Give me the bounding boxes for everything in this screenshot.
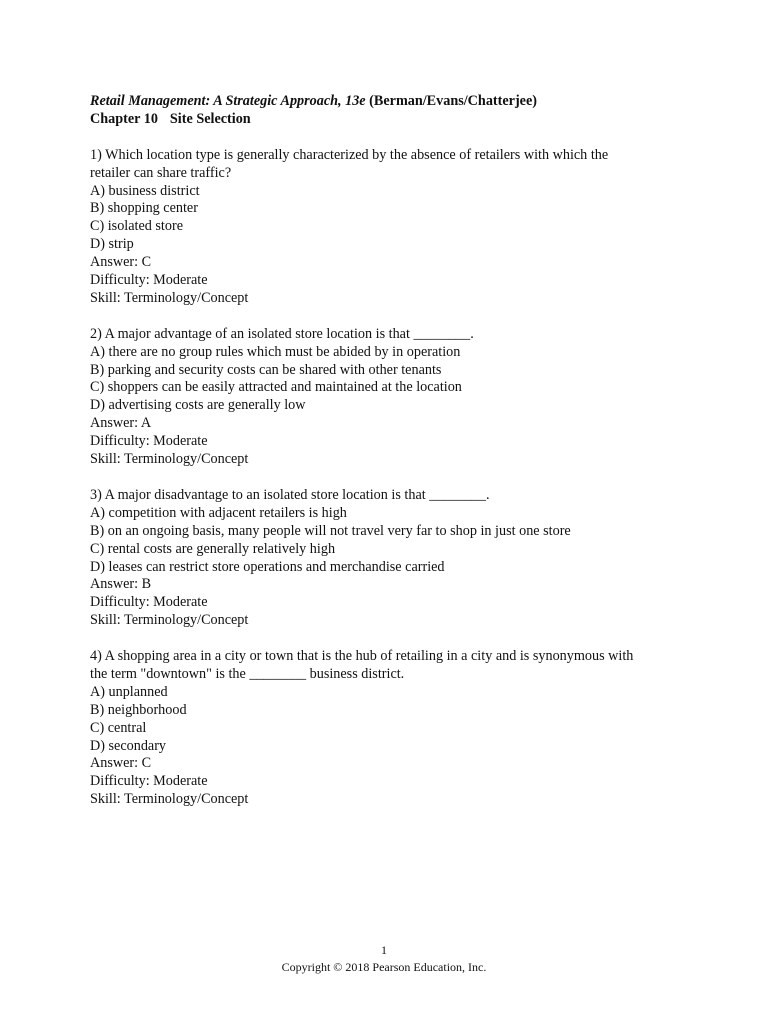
difficulty-label: Difficulty: Moderate (90, 773, 208, 790)
skill-label: Skill: Terminology/Concept (90, 451, 249, 468)
copyright-notice: Copyright © 2018 Pearson Education, Inc. (281, 960, 487, 974)
answer-option: D) secondary (90, 737, 167, 754)
skill-label: Skill: Terminology/Concept (90, 612, 249, 629)
answer-option: C) rental costs are generally relatively high (90, 540, 336, 557)
answer-option: D) advertising costs are generally low (90, 397, 306, 414)
answer-option: A) unplanned (90, 683, 168, 700)
answer-option: B) neighborhood (90, 701, 187, 718)
answer-option: D) strip (90, 236, 134, 253)
question-stem: 1) Which location type is generally characterized by the absence of retailers with which the (90, 146, 609, 163)
chapter-title: Site Selection (169, 110, 251, 127)
question-stem: 3) A major disadvantage to an isolated store location is that ________. (90, 486, 490, 503)
answer-option: C) central (90, 719, 147, 736)
difficulty-label: Difficulty: Moderate (90, 272, 208, 289)
skill-label: Skill: Terminology/Concept (90, 791, 249, 808)
question-stem: 4) A shopping area in a city or town that is the hub of retailing in a city and is synonymous with (90, 648, 634, 665)
document-page (90, 93, 690, 809)
book-title: Retail Management: A Strategic Approach, 13e (90, 93, 366, 109)
question-4 (90, 648, 690, 809)
question-stem-continued: the term "downtown" is the ________ business district. (90, 665, 405, 682)
answer-key: Answer: B (90, 576, 152, 593)
question-stem: 2) A major advantage of an isolated store location is that ________. (90, 325, 474, 342)
answer-option: D) leases can restrict store operations and merchandise carried (90, 558, 445, 575)
answer-option: B) parking and security costs can be shared with other tenants (90, 361, 442, 378)
difficulty-label: Difficulty: Moderate (90, 594, 208, 611)
answer-option: B) shopping center (90, 200, 198, 217)
skill-label: Skill: Terminology/Concept (90, 289, 249, 306)
book-authors: (Berman/Evans/Chatterjee) (369, 93, 538, 109)
page-number: 1 (381, 943, 387, 957)
question-3 (90, 487, 690, 630)
answer-option: A) competition with adjacent retailers is high (90, 504, 347, 521)
answer-key: Answer: C (90, 755, 152, 772)
question-stem-continued: retailer can share traffic? (90, 164, 232, 181)
answer-option: B) on an ongoing basis, many people will not travel very far to shop in just one store (90, 522, 571, 539)
question-2 (90, 326, 690, 469)
answer-key: Answer: C (90, 254, 152, 271)
difficulty-label: Difficulty: Moderate (90, 433, 208, 450)
answer-key: Answer: A (90, 415, 152, 432)
answer-option: C) isolated store (90, 218, 183, 235)
question-1 (90, 147, 690, 308)
answer-option: A) business district (90, 182, 200, 199)
chapter-label: Chapter 10 (90, 110, 158, 127)
chapter-heading (90, 111, 690, 129)
book-title-line (90, 93, 690, 111)
answer-option: C) shoppers can be easily attracted and maintained at the location (90, 379, 462, 396)
answer-option: A) there are no group rules which must be abided by in operation (90, 343, 461, 360)
